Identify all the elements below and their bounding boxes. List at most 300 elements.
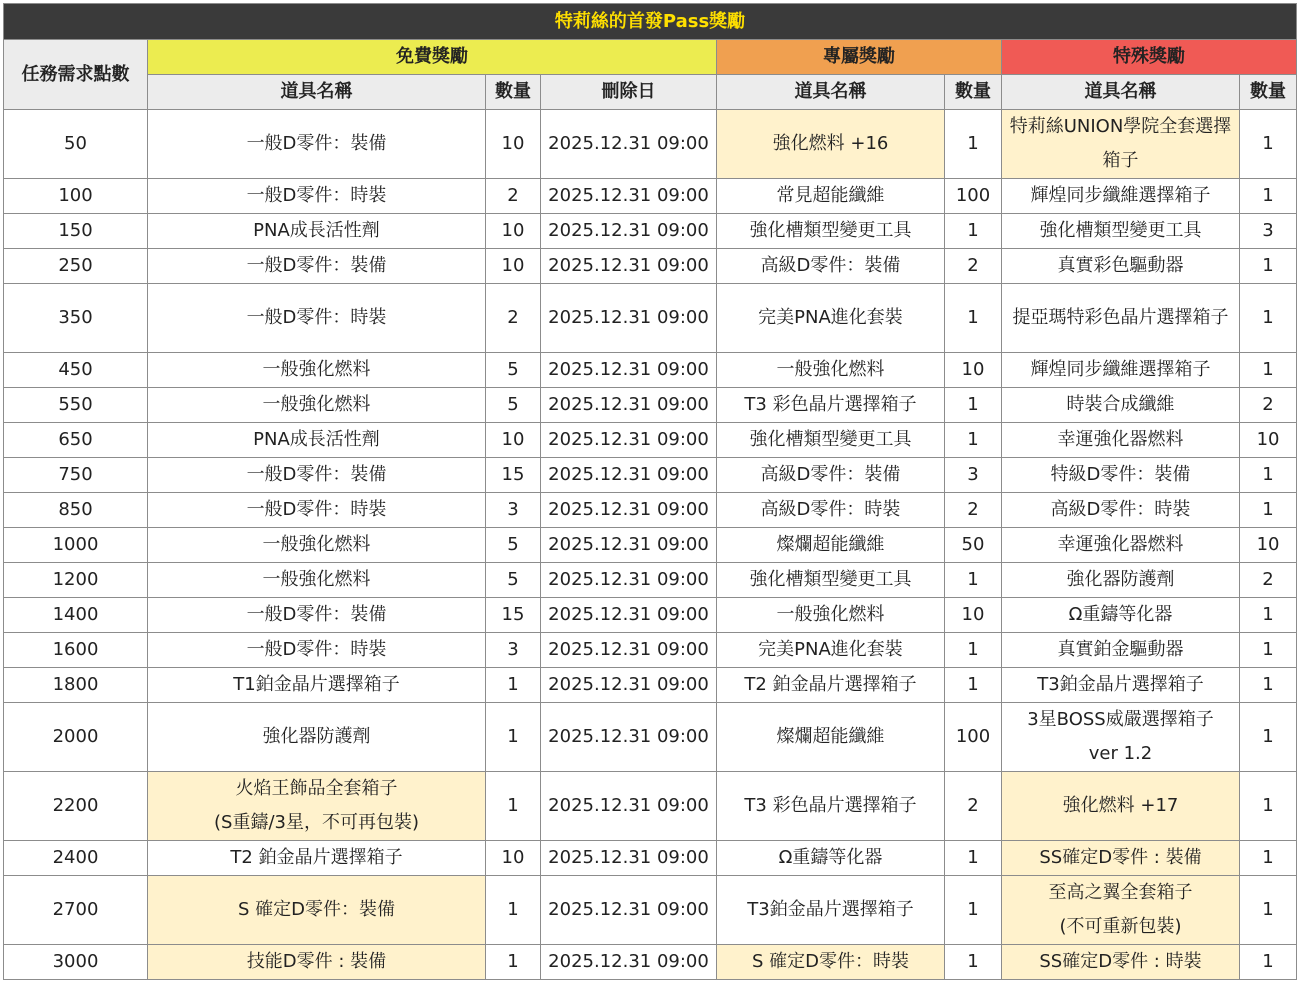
table-row (4, 249, 1297, 284)
special-qty-cell (1240, 528, 1297, 563)
special-reward-header: 特殊獎勵 (1002, 40, 1297, 75)
exclusive-item-cell (717, 633, 945, 668)
exclusive-item-cell-text: 一般強化燃料 (776, 604, 885, 625)
points-cell-text: 150 (58, 220, 93, 241)
free-qty-cell (486, 284, 541, 353)
special-qty-cell (1240, 110, 1297, 179)
special-item-cell-text: 至高之翼全套箱子 (1048, 882, 1193, 903)
points-cell (4, 945, 148, 980)
delete-date-cell (541, 668, 717, 703)
special-qty-cell-text: 1 (1262, 255, 1274, 276)
points-cell-text: 100 (58, 185, 93, 206)
delete-date-header: 刪除日 (541, 75, 717, 110)
points-cell (4, 110, 148, 179)
special-item-cell (1002, 633, 1240, 668)
points-cell (4, 563, 148, 598)
special-item-cell-text: 輝煌同步纖維選擇箱子 (1030, 359, 1211, 380)
points-cell-text: 1000 (52, 534, 99, 555)
exclusive-qty-cell-text: 50 (961, 534, 985, 555)
delete-date-cell-text: 2025.12.31 09:00 (548, 726, 709, 747)
special-qty-cell-text: 3 (1262, 220, 1274, 241)
free-item-cell-text: T1鉑金晶片選擇箱子 (233, 674, 400, 695)
exclusive-item-name-header: 道具名稱 (717, 75, 945, 110)
points-cell (4, 528, 148, 563)
free-qty-cell (486, 563, 541, 598)
free-item-cell (148, 945, 486, 980)
points-cell (4, 458, 148, 493)
special-item-cell (1002, 598, 1240, 633)
delete-date-cell (541, 388, 717, 423)
delete-date-cell (541, 423, 717, 458)
points-cell (4, 876, 148, 945)
delete-date-cell-text: 2025.12.31 09:00 (548, 847, 709, 868)
special-qty-cell (1240, 179, 1297, 214)
special-qty-cell-text: 1 (1262, 847, 1274, 868)
special-item-cell (1002, 703, 1240, 772)
exclusive-item-cell-text: 常見超能纖維 (776, 185, 885, 206)
special-item-cell (1002, 110, 1240, 179)
special-qty-cell-text: 2 (1262, 394, 1274, 415)
free-qty-cell (486, 353, 541, 388)
free-item-cell-text: 一般D零件：裝備 (246, 604, 387, 625)
points-cell-text: 2000 (52, 726, 99, 747)
exclusive-qty-cell (945, 388, 1002, 423)
free-qty-cell (486, 214, 541, 249)
free-reward-header: 免費獎勵 (148, 40, 717, 75)
delete-date-cell-text: 2025.12.31 09:00 (548, 429, 709, 450)
exclusive-qty-cell-text: 100 (955, 185, 991, 206)
special-item-cell-text: 提亞瑪特彩色晶片選擇箱子 (1012, 307, 1229, 328)
special-item-cell-text: 3星BOSS威嚴選擇箱子 (1027, 709, 1214, 730)
table-row (4, 214, 1297, 249)
free-qty-cell-text: 5 (507, 534, 519, 555)
delete-date-cell (541, 458, 717, 493)
free-qty-cell-text: 10 (501, 133, 525, 154)
special-item-cell (1002, 214, 1240, 249)
exclusive-reward-header: 專屬獎勵 (717, 40, 1002, 75)
free-item-cell (148, 249, 486, 284)
free-item-cell-text: 一般D零件：裝備 (246, 255, 387, 276)
exclusive-qty-cell (945, 563, 1002, 598)
points-cell (4, 703, 148, 772)
table-row (4, 179, 1297, 214)
delete-date-cell (541, 703, 717, 772)
special-qty-cell-text: 10 (1256, 534, 1280, 555)
special-qty-cell-text: 1 (1262, 307, 1274, 328)
delete-date-cell-text: 2025.12.31 09:00 (548, 255, 709, 276)
delete-date-cell (541, 841, 717, 876)
special-quantity-header: 數量 (1240, 75, 1297, 110)
delete-date-cell (541, 876, 717, 945)
special-qty-cell-text: 1 (1262, 899, 1274, 920)
free-qty-cell (486, 945, 541, 980)
special-item-name-header: 道具名稱 (1002, 75, 1240, 110)
free-qty-cell (486, 841, 541, 876)
free-item-cell (148, 703, 486, 772)
exclusive-item-cell (717, 423, 945, 458)
free-item-cell (148, 563, 486, 598)
exclusive-qty-cell (945, 353, 1002, 388)
special-item-cell-text: 幸運強化器燃料 (1057, 534, 1184, 555)
special-item-cell (1002, 458, 1240, 493)
delete-date-cell (541, 563, 717, 598)
exclusive-qty-cell-text: 1 (967, 220, 979, 241)
exclusive-qty-cell (945, 493, 1002, 528)
free-item-cell (148, 388, 486, 423)
exclusive-item-cell (717, 703, 945, 772)
exclusive-qty-cell (945, 110, 1002, 179)
free-item-cell (148, 214, 486, 249)
special-item-cell-text-line2: (不可重新包裝) (1059, 916, 1182, 937)
special-qty-cell (1240, 598, 1297, 633)
special-qty-cell (1240, 772, 1297, 841)
exclusive-item-cell-text: Ω重鑄等化器 (778, 847, 883, 868)
points-cell-text: 650 (58, 429, 93, 450)
exclusive-item-cell-text: 強化槽類型變更工具 (749, 220, 912, 241)
points-cell (4, 423, 148, 458)
free-item-cell (148, 284, 486, 353)
free-qty-cell-text: 10 (501, 220, 525, 241)
special-qty-cell (1240, 284, 1297, 353)
free-qty-cell (486, 423, 541, 458)
free-qty-cell-text: 10 (501, 429, 525, 450)
exclusive-qty-cell (945, 703, 1002, 772)
exclusive-qty-cell-text: 1 (967, 847, 979, 868)
exclusive-qty-cell (945, 458, 1002, 493)
special-item-cell-text: 真實鉑金驅動器 (1057, 639, 1184, 660)
table-row (4, 772, 1297, 841)
free-item-cell-text: 一般強化燃料 (262, 534, 371, 555)
special-qty-cell-text: 1 (1262, 674, 1274, 695)
exclusive-item-cell (717, 563, 945, 598)
free-qty-cell-text: 1 (507, 951, 519, 972)
free-item-cell-text: 火焰王飾品全套箱子 (235, 778, 398, 799)
exclusive-qty-cell-text: 2 (967, 795, 979, 816)
special-item-cell (1002, 841, 1240, 876)
special-qty-cell-text: 1 (1262, 133, 1274, 154)
special-item-cell-text: SS確定D零件 : 時裝 (1039, 951, 1202, 972)
table-row (4, 841, 1297, 876)
exclusive-item-cell-text: 燦爛超能纖維 (776, 534, 885, 555)
points-cell (4, 598, 148, 633)
special-qty-cell-text: 1 (1262, 604, 1274, 625)
special-qty-cell (1240, 353, 1297, 388)
exclusive-qty-cell-text: 1 (967, 674, 979, 695)
special-qty-cell (1240, 668, 1297, 703)
free-item-cell (148, 772, 486, 841)
points-cell-text: 250 (58, 255, 93, 276)
table-row (4, 598, 1297, 633)
special-qty-cell-text: 1 (1262, 359, 1274, 380)
exclusive-item-cell-text: T3 彩色晶片選擇箱子 (744, 795, 917, 816)
exclusive-qty-cell-text: 100 (955, 726, 991, 747)
free-item-cell-text: 一般D零件：時裝 (246, 307, 387, 328)
special-qty-cell-text: 1 (1262, 185, 1274, 206)
points-cell-text: 50 (64, 133, 87, 154)
table-row (4, 703, 1297, 772)
free-qty-cell-text: 15 (501, 604, 525, 625)
free-item-cell (148, 353, 486, 388)
exclusive-qty-cell-text: 1 (967, 569, 979, 590)
special-qty-cell (1240, 214, 1297, 249)
delete-date-cell-text: 2025.12.31 09:00 (548, 307, 709, 328)
exclusive-qty-cell (945, 841, 1002, 876)
exclusive-qty-cell (945, 876, 1002, 945)
table-row (4, 668, 1297, 703)
special-qty-cell-text: 1 (1262, 464, 1274, 485)
free-qty-cell (486, 110, 541, 179)
exclusive-qty-cell (945, 423, 1002, 458)
exclusive-item-cell (717, 876, 945, 945)
free-qty-cell (486, 876, 541, 945)
exclusive-qty-cell-text: 10 (961, 359, 985, 380)
exclusive-item-cell-text: 強化槽類型變更工具 (749, 569, 912, 590)
special-item-cell-text-line2: ver 1.2 (1088, 743, 1153, 764)
free-qty-cell-text: 1 (507, 899, 519, 920)
points-cell (4, 179, 148, 214)
exclusive-item-cell (717, 214, 945, 249)
free-qty-cell-text: 15 (501, 464, 525, 485)
special-item-cell (1002, 772, 1240, 841)
free-qty-cell-text: 5 (507, 394, 519, 415)
free-item-cell-text-line2: (S重鑄/3星，不可再包裝) (214, 812, 419, 833)
free-qty-cell-text: 5 (507, 569, 519, 590)
special-qty-cell (1240, 876, 1297, 945)
exclusive-qty-cell-text: 1 (967, 639, 979, 660)
special-item-cell-text: 強化槽類型變更工具 (1039, 220, 1202, 241)
special-qty-cell (1240, 423, 1297, 458)
free-qty-cell-text: 1 (507, 726, 519, 747)
free-qty-cell-text: 5 (507, 359, 519, 380)
delete-date-cell-text: 2025.12.31 09:00 (548, 639, 709, 660)
points-cell (4, 214, 148, 249)
free-item-cell-text: 一般強化燃料 (262, 359, 371, 380)
free-qty-cell-text: 3 (507, 639, 519, 660)
free-qty-cell-text: 10 (501, 255, 525, 276)
special-item-cell (1002, 423, 1240, 458)
free-qty-cell-text: 10 (501, 847, 525, 868)
special-item-cell (1002, 388, 1240, 423)
exclusive-qty-cell (945, 284, 1002, 353)
special-qty-cell (1240, 493, 1297, 528)
exclusive-qty-cell-text: 1 (967, 951, 979, 972)
points-cell-text: 1400 (52, 604, 99, 625)
exclusive-item-cell (717, 668, 945, 703)
exclusive-qty-cell (945, 528, 1002, 563)
points-cell-text: 450 (58, 359, 93, 380)
exclusive-qty-cell (945, 772, 1002, 841)
free-item-cell (148, 876, 486, 945)
special-item-cell-text: SS確定D零件 : 裝備 (1039, 847, 1202, 868)
exclusive-item-cell-text: 高級D零件：裝備 (760, 255, 901, 276)
exclusive-item-cell (717, 945, 945, 980)
special-item-cell (1002, 945, 1240, 980)
table-row (4, 633, 1297, 668)
table-title: 特莉絲的首發Pass獎勵 (4, 4, 1297, 40)
free-item-cell-text: 一般D零件：時裝 (246, 185, 387, 206)
delete-date-cell (541, 110, 717, 179)
table-row (4, 110, 1297, 179)
points-cell-text: 2400 (52, 847, 99, 868)
points-cell-text: 550 (58, 394, 93, 415)
delete-date-cell (541, 284, 717, 353)
special-item-cell-text: 強化燃料 +17 (1062, 795, 1179, 816)
points-cell (4, 668, 148, 703)
free-qty-cell (486, 179, 541, 214)
exclusive-qty-cell (945, 598, 1002, 633)
delete-date-cell-text: 2025.12.31 09:00 (548, 499, 709, 520)
free-qty-cell (486, 703, 541, 772)
free-item-cell-text: T2 鉑金晶片選擇箱子 (230, 847, 403, 868)
delete-date-cell-text: 2025.12.31 09:00 (548, 674, 709, 695)
table-row (4, 563, 1297, 598)
exclusive-item-cell-text: 一般強化燃料 (776, 359, 885, 380)
reward-table (3, 3, 1297, 980)
points-cell-text: 1800 (52, 674, 99, 695)
table-row (4, 458, 1297, 493)
exclusive-qty-cell (945, 179, 1002, 214)
special-item-cell (1002, 876, 1240, 945)
special-item-cell-text: 特級D零件：裝備 (1050, 464, 1191, 485)
points-cell (4, 841, 148, 876)
delete-date-cell (541, 772, 717, 841)
free-qty-cell (486, 528, 541, 563)
exclusive-item-cell-text: 強化燃料 +16 (772, 133, 889, 154)
delete-date-cell (541, 214, 717, 249)
exclusive-item-cell (717, 179, 945, 214)
free-item-cell (148, 423, 486, 458)
free-qty-cell-text: 1 (507, 674, 519, 695)
points-cell-text: 1200 (52, 569, 99, 590)
delete-date-cell (541, 249, 717, 284)
exclusive-qty-cell-text: 1 (967, 899, 979, 920)
delete-date-cell (541, 633, 717, 668)
exclusive-qty-cell (945, 633, 1002, 668)
delete-date-cell-text: 2025.12.31 09:00 (548, 220, 709, 241)
free-item-name-header: 道具名稱 (148, 75, 486, 110)
free-qty-cell (486, 633, 541, 668)
special-item-cell (1002, 249, 1240, 284)
exclusive-item-cell-text: 完美PNA進化套裝 (758, 307, 903, 328)
free-qty-cell (486, 249, 541, 284)
free-item-cell (148, 458, 486, 493)
free-item-cell (148, 179, 486, 214)
exclusive-item-cell-text: 燦爛超能纖維 (776, 726, 885, 747)
exclusive-qty-cell-text: 1 (967, 394, 979, 415)
free-item-cell-text: 一般強化燃料 (262, 569, 371, 590)
special-item-cell-text: 輝煌同步纖維選擇箱子 (1030, 185, 1211, 206)
special-qty-cell-text: 1 (1262, 795, 1274, 816)
exclusive-item-cell-text: T2 鉑金晶片選擇箱子 (744, 674, 917, 695)
special-item-cell (1002, 353, 1240, 388)
special-qty-cell (1240, 703, 1297, 772)
table-row (4, 528, 1297, 563)
exclusive-qty-cell-text: 1 (967, 429, 979, 450)
exclusive-qty-cell-text: 10 (961, 604, 985, 625)
free-qty-cell-text: 2 (507, 307, 519, 328)
free-qty-cell-text: 2 (507, 185, 519, 206)
exclusive-quantity-header: 數量 (945, 75, 1002, 110)
free-item-cell (148, 110, 486, 179)
exclusive-qty-cell (945, 945, 1002, 980)
exclusive-item-cell-text: 強化槽類型變更工具 (749, 429, 912, 450)
delete-date-cell (541, 528, 717, 563)
points-cell-text: 1600 (52, 639, 99, 660)
special-qty-cell-text: 1 (1262, 499, 1274, 520)
special-item-cell (1002, 563, 1240, 598)
free-item-cell (148, 668, 486, 703)
special-qty-cell (1240, 841, 1297, 876)
points-cell (4, 493, 148, 528)
free-item-cell-text: 一般強化燃料 (262, 394, 371, 415)
special-item-cell-text: 特莉絲UNION學院全套選擇箱子 (1009, 116, 1232, 171)
free-qty-cell-text: 3 (507, 499, 519, 520)
free-qty-cell (486, 772, 541, 841)
exclusive-item-cell-text: 高級D零件：時裝 (760, 499, 901, 520)
special-item-cell-text: Ω重鑄等化器 (1068, 604, 1173, 625)
free-item-cell (148, 633, 486, 668)
exclusive-item-cell (717, 841, 945, 876)
free-item-cell (148, 841, 486, 876)
free-item-cell-text: PNA成長活性劑 (253, 429, 380, 450)
exclusive-qty-cell (945, 214, 1002, 249)
special-qty-cell (1240, 249, 1297, 284)
free-item-cell-text: 一般D零件：裝備 (246, 464, 387, 485)
points-cell-text: 2700 (52, 899, 99, 920)
special-item-cell (1002, 179, 1240, 214)
table-row (4, 353, 1297, 388)
special-qty-cell-text: 1 (1262, 726, 1274, 747)
exclusive-qty-cell-text: 1 (967, 307, 979, 328)
points-cell (4, 249, 148, 284)
special-qty-cell (1240, 388, 1297, 423)
table-row (4, 876, 1297, 945)
free-item-cell (148, 528, 486, 563)
table-row (4, 945, 1297, 980)
delete-date-cell-text: 2025.12.31 09:00 (548, 795, 709, 816)
delete-date-cell-text: 2025.12.31 09:00 (548, 569, 709, 590)
exclusive-qty-cell-text: 1 (967, 133, 979, 154)
requirement-header: 任務需求點數 (4, 40, 148, 110)
exclusive-qty-cell (945, 249, 1002, 284)
free-qty-cell (486, 493, 541, 528)
free-qty-cell (486, 388, 541, 423)
special-qty-cell-text: 1 (1262, 639, 1274, 660)
exclusive-item-cell (717, 458, 945, 493)
special-qty-cell (1240, 633, 1297, 668)
exclusive-item-cell (717, 388, 945, 423)
free-item-cell-text: 一般D零件：時裝 (246, 499, 387, 520)
delete-date-cell-text: 2025.12.31 09:00 (548, 951, 709, 972)
exclusive-item-cell (717, 528, 945, 563)
special-item-cell-text: 時裝合成纖維 (1066, 394, 1175, 415)
delete-date-cell-text: 2025.12.31 09:00 (548, 394, 709, 415)
exclusive-item-cell (717, 772, 945, 841)
free-item-cell-text: 強化器防護劑 (262, 726, 371, 747)
free-quantity-header: 數量 (486, 75, 541, 110)
free-qty-cell (486, 598, 541, 633)
special-item-cell (1002, 668, 1240, 703)
special-item-cell-text: T3鉑金晶片選擇箱子 (1037, 674, 1204, 695)
exclusive-qty-cell (945, 668, 1002, 703)
delete-date-cell (541, 945, 717, 980)
free-item-cell-text: 一般D零件：裝備 (246, 133, 387, 154)
delete-date-cell-text: 2025.12.31 09:00 (548, 185, 709, 206)
points-cell-text: 2200 (52, 795, 99, 816)
points-cell (4, 284, 148, 353)
free-item-cell (148, 493, 486, 528)
exclusive-item-cell-text: T3 彩色晶片選擇箱子 (744, 394, 917, 415)
